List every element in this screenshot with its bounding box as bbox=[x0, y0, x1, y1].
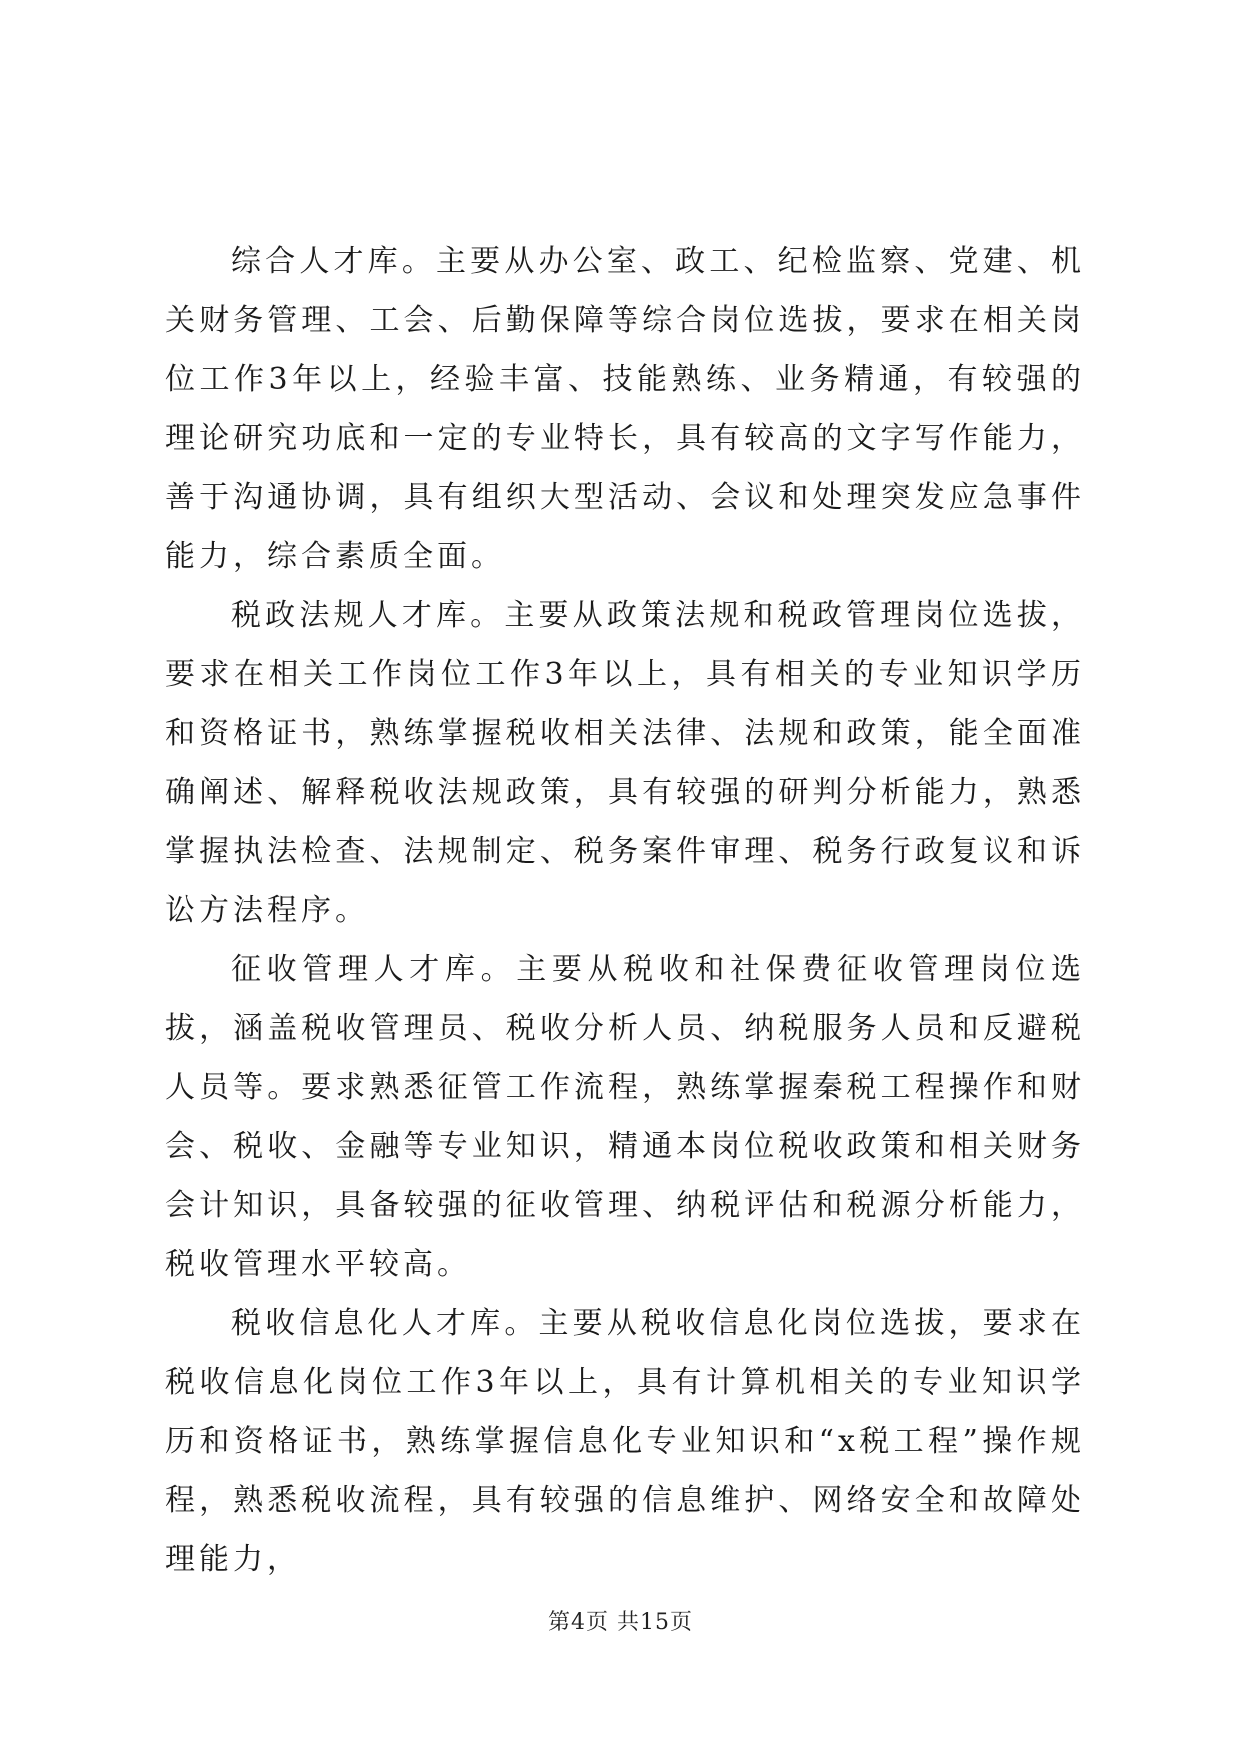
paragraph-comprehensive-talent-pool: 综合人才库。主要从办公室、政工、纪检监察、党建、机关财务管理、工会、后勤保障等综合岗位选拔，要求在相关岗位工作3年以上，经验丰富、技能熟练、业务精通，有较强的理论研究功底和一定的专业特长，具有较高的文字写作能力，善于沟通协调，具有组织大型活动、会议和处理突发应急事件能力，综合素质全面。 bbox=[165, 244, 1085, 574]
paragraph-tax-law-talent-pool: 税政法规人才库。主要从政策法规和税政管理岗位选拔，要求在相关工作岗位工作3年以上，具有相关的专业知识学历和资格证书，熟练掌握税收相关法律、法规和政策，能全面准确阐述、解释税收法规政策，具有较强的研判分析能力，熟悉掌握执法检查、法规制定、税务案件审理、税务行政复议和诉讼方法程序。 bbox=[165, 598, 1085, 928]
paragraph-collection-management-talent-pool: 征收管理人才库。主要从税收和社保费征收管理岗位选拔，涵盖税收管理员、税收分析人员、纳税服务人员和反避税人员等。要求熟悉征管工作流程，熟练掌握秦税工程操作和财会、税收、金融等专业知识，精通本岗位税收政策和相关财务会计知识，具备较强的征收管理、纳税评估和税源分析能力，税收管理水平较高。 bbox=[165, 952, 1085, 1282]
document-body bbox=[165, 232, 1085, 1589]
page-footer: 第4页 共15页 bbox=[548, 1610, 693, 1635]
paragraph-tax-it-talent-pool: 税收信息化人才库。主要从税收信息化岗位选拔，要求在税收信息化岗位工作3年以上，具有计算机相关的专业知识学历和资格证书，熟练掌握信息化专业知识和“x税工程”操作规程，熟悉税收流程，具有较强的信息维护、网络安全和故障处理能力， bbox=[165, 1306, 1085, 1577]
